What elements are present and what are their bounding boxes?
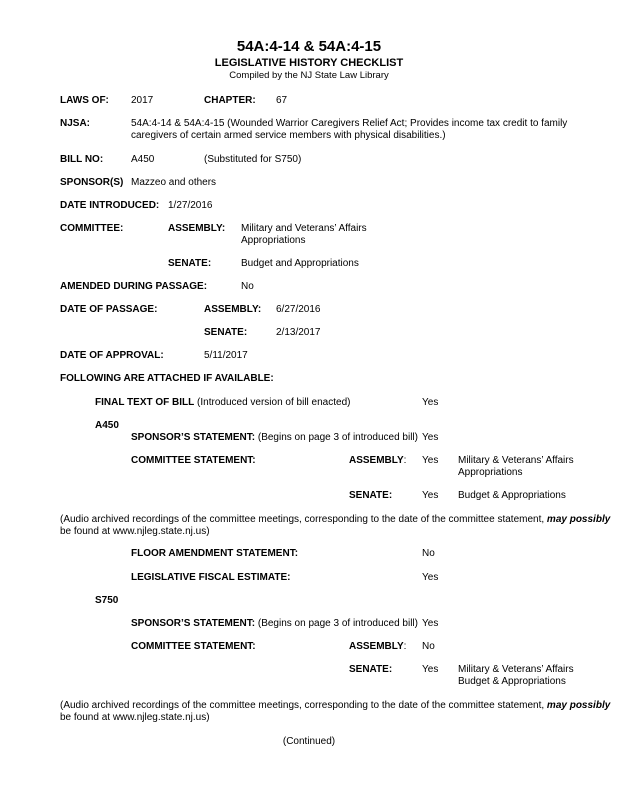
s750-senate-committee-line2: Budget & Appropriations: [458, 676, 566, 687]
a450-senate-committee: Budget & Appropriations: [458, 490, 566, 501]
amended-label: AMENDED DURING PASSAGE:: [60, 281, 208, 292]
s750-senate-value: Yes: [422, 664, 439, 675]
chapter-value: 67: [276, 95, 288, 106]
audio-note-2-line2: be found at www.njleg.state.nj.us): [60, 712, 210, 723]
fiscal-estimate-value: Yes: [422, 572, 439, 583]
njsa-label: NJSA:: [60, 118, 91, 129]
a450-sponsor-label: SPONSOR’S STATEMENT:: [131, 432, 256, 443]
passage-senate-label: SENATE:: [204, 327, 248, 338]
amended-value: No: [241, 281, 254, 292]
passage-assembly-label: ASSEMBLY:: [204, 304, 262, 315]
s750-sponsor-row: [131, 618, 418, 630]
audio-note-1-line1: [60, 514, 610, 526]
a450-assembly-colon: :: [403, 455, 407, 466]
njsa-description-line2: caregivers of certain armed service members with physical disabilities.): [131, 130, 446, 141]
s750-assembly-colon: :: [403, 641, 407, 652]
date-of-approval-value: 5/11/2017: [204, 350, 248, 361]
committee-senate-label: SENATE:: [168, 258, 212, 269]
s750-committee-label: COMMITTEE STATEMENT:: [131, 641, 256, 652]
njsa-description-line1: 54A:4-14 & 54A:4-15 (Wounded Warrior Caregivers Relief Act; Provides income tax credit to family: [131, 118, 568, 129]
floor-amendment-value: No: [422, 548, 435, 559]
passage-assembly-value: 6/27/2016: [276, 304, 321, 315]
a450-assembly-label: ASSEMBLY: [349, 455, 404, 466]
a450-assembly-value: Yes: [422, 455, 439, 466]
fiscal-estimate-label: LEGISLATIVE FISCAL ESTIMATE:: [131, 572, 291, 583]
chapter-label: CHAPTER:: [204, 95, 256, 106]
attached-heading: FOLLOWING ARE ATTACHED IF AVAILABLE:: [60, 373, 274, 384]
laws-of-value: 2017: [131, 95, 154, 106]
a450-sponsor-note: (Begins on page 3 of introduced bill): [257, 432, 418, 443]
audio-note-2-line1: [60, 700, 610, 712]
sponsor-label: SPONSOR(S): [60, 177, 124, 188]
s750-assembly-row: [349, 641, 406, 653]
committee-label: COMMITTEE:: [60, 223, 124, 234]
a450-assembly-row: [349, 455, 406, 467]
final-text-row: [95, 397, 350, 409]
s750-senate-committee-line1: Military & Veterans’ Affairs: [458, 664, 574, 675]
final-text-label: FINAL TEXT OF BILL: [95, 397, 195, 408]
final-text-note: (Introduced version of bill enacted): [197, 397, 351, 408]
date-of-approval-label: DATE OF APPROVAL:: [60, 350, 164, 361]
final-text-value: Yes: [422, 397, 439, 408]
bill-no-substitution: (Substituted for S750): [204, 154, 302, 165]
a450-sponsor-row: [131, 432, 418, 444]
s750-assembly-value: No: [422, 641, 435, 652]
audio-note-1-emphasis: may possibly: [546, 514, 611, 525]
committee-assembly-label: ASSEMBLY:: [168, 223, 226, 234]
a450-committee-label: COMMITTEE STATEMENT:: [131, 455, 256, 466]
laws-of-label: LAWS OF:: [60, 95, 109, 106]
committee-assembly-line1: Military and Veterans’ Affairs: [241, 223, 367, 234]
a450-senate-value: Yes: [422, 490, 439, 501]
continued-note: (Continued): [282, 736, 336, 747]
compiled-by: Compiled by the NJ State Law Library: [229, 70, 389, 81]
s750-assembly-label: ASSEMBLY: [349, 641, 404, 652]
sponsor-value: Mazzeo and others: [131, 177, 217, 188]
date-introduced-label: DATE INTRODUCED:: [60, 200, 160, 211]
audio-note-1-text: (Audio archived recordings of the committee meetings, corresponding to the date of the committee statement,: [60, 514, 545, 525]
s750-heading: S750: [95, 595, 119, 606]
a450-assembly-committee-line1: Military & Veterans’ Affairs: [458, 455, 574, 466]
bill-no-value: A450: [131, 154, 155, 165]
bill-no-label: BILL NO:: [60, 154, 104, 165]
page-subtitle: LEGISLATIVE HISTORY CHECKLIST: [214, 57, 404, 69]
a450-assembly-committee-line2: Appropriations: [458, 467, 523, 478]
a450-heading: A450: [95, 420, 119, 431]
audio-note-2-text: (Audio archived recordings of the committee meetings, corresponding to the date of the committee statement,: [60, 700, 545, 711]
floor-amendment-label: FLOOR AMENDMENT STATEMENT:: [131, 548, 299, 559]
audio-note-2-emphasis: may possibly: [546, 700, 611, 711]
committee-senate-value: Budget and Appropriations: [241, 258, 359, 269]
committee-assembly-line2: Appropriations: [241, 235, 306, 246]
s750-sponsor-label: SPONSOR’S STATEMENT:: [131, 618, 256, 629]
a450-senate-label: SENATE:: [349, 490, 393, 501]
s750-sponsor-note: (Begins on page 3 of introduced bill): [257, 618, 418, 629]
a450-sponsor-value: Yes: [422, 432, 439, 443]
s750-sponsor-value: Yes: [422, 618, 439, 629]
page-title: 54A:4-14 & 54A:4-15: [236, 38, 382, 55]
date-of-passage-label: DATE OF PASSAGE:: [60, 304, 158, 315]
s750-senate-label: SENATE:: [349, 664, 393, 675]
audio-note-1-line2: be found at www.njleg.state.nj.us): [60, 526, 210, 537]
date-introduced-value: 1/27/2016: [168, 200, 213, 211]
passage-senate-value: 2/13/2017: [276, 327, 321, 338]
